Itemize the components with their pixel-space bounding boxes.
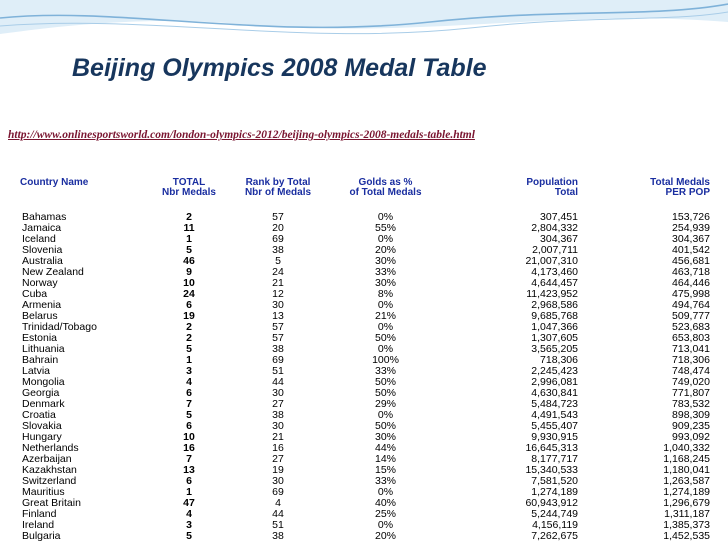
medals-per-pop-cell: 464,446 [672,278,710,289]
population-cell: 1,274,189 [531,487,578,498]
golds-pct-cell: 0% [377,234,394,245]
golds-pct-cell: 0% [377,487,394,498]
medals-per-pop-cell: 254,939 [672,223,710,234]
table-row [20,245,710,256]
table-row [20,256,710,267]
country-cell: Belarus [22,311,58,322]
total-medals-cell: 10 [183,278,195,289]
medals-per-pop-cell: 653,803 [672,333,710,344]
country-cell: Estonia [22,333,58,344]
population-cell: 5,244,749 [531,509,578,520]
population-cell: 16,645,313 [525,443,578,454]
total-medals-cell: 4 [186,509,192,520]
rank-cell: 20 [272,223,284,234]
population-cell: 3,565,205 [531,344,578,355]
rank-cell: 19 [272,465,284,476]
medals-per-pop-cell: 456,681 [672,256,710,267]
population-cell: 9,685,768 [531,311,578,322]
country-cell: Slovakia [22,421,62,432]
golds-pct-cell: 30% [374,256,396,267]
population-cell: 4,156,119 [532,520,578,531]
table-row [20,377,710,388]
golds-pct-cell: 50% [374,388,396,399]
country-cell: New Zealand [22,267,84,278]
medals-per-pop-cell: 401,542 [672,245,710,256]
table-row [20,531,710,542]
medals-per-pop-cell: 1,274,189 [663,487,710,498]
header-rank: Rank by Total Nbr of Medals [244,177,312,198]
rank-cell: 13 [272,311,284,322]
header-golds-pct: Golds as % of Total Medals [349,177,422,198]
rank-cell: 57 [272,212,284,223]
table-row [20,344,710,355]
country-cell: Mongolia [22,377,65,388]
total-medals-cell: 13 [183,465,195,476]
country-cell: Bahrain [22,355,59,366]
golds-pct-cell: 0% [377,212,394,223]
rank-cell: 38 [272,410,284,421]
country-cell: Netherlands [22,443,79,454]
golds-pct-cell: 20% [374,531,396,542]
population-cell: 2,007,711 [532,245,578,256]
population-cell: 2,804,332 [531,223,578,234]
table-row [20,322,710,333]
table-row [20,333,710,344]
golds-pct-cell: 100% [372,355,399,366]
table-row [20,454,710,465]
population-cell: 8,177,717 [531,454,578,465]
total-medals-cell: 11 [183,223,195,234]
population-cell: 304,367 [540,234,578,245]
table-row [20,465,710,476]
table-row [20,476,710,487]
population-cell: 1,307,605 [531,333,578,344]
total-medals-cell: 2 [186,212,192,223]
table-row [20,509,710,520]
table-row [20,355,710,366]
medals-per-pop-cell: 304,367 [672,234,710,245]
table-row [20,212,710,223]
medals-per-pop-cell: 523,683 [672,322,710,333]
rank-cell: 27 [272,399,284,410]
rank-cell: 44 [272,509,284,520]
total-medals-cell: 6 [186,388,192,399]
rank-cell: 57 [272,333,284,344]
country-cell: Latvia [22,366,51,377]
golds-pct-cell: 30% [374,278,396,289]
rank-cell: 4 [275,498,281,509]
population-cell: 1,047,366 [531,322,578,333]
rank-cell: 21 [272,278,284,289]
medals-per-pop-cell: 1,452,535 [663,531,710,542]
table-row [20,498,710,509]
medal-table [20,178,710,542]
rank-cell: 5 [275,256,281,267]
slide-title: Beijing Olympics 2008 Medal Table [72,54,487,82]
medals-per-pop-cell: 475,998 [672,289,710,300]
header-country: Country Name [20,177,89,188]
table-row [20,300,710,311]
total-medals-cell: 5 [186,410,192,421]
population-cell: 4,491,543 [531,410,578,421]
population-cell: 7,581,520 [531,476,578,487]
population-cell: 21,007,310 [525,256,578,267]
rank-cell: 24 [272,267,284,278]
total-medals-cell: 2 [186,333,192,344]
country-cell: Great Britain [22,498,81,509]
population-cell: 15,340,533 [525,465,578,476]
medals-per-pop-cell: 749,020 [672,377,710,388]
total-medals-cell: 6 [186,300,192,311]
medals-per-pop-cell: 494,764 [672,300,710,311]
population-cell: 9,930,915 [531,432,578,443]
total-medals-cell: 1 [186,234,192,245]
rank-cell: 12 [272,289,284,300]
table-row [20,234,710,245]
total-medals-cell: 6 [186,476,192,487]
total-medals-cell: 19 [183,311,195,322]
population-cell: 7,262,675 [531,531,578,542]
country-cell: Jamaica [22,223,62,234]
population-cell: 2,245,423 [531,366,578,377]
total-medals-cell: 6 [186,421,192,432]
country-cell: Bahamas [22,212,67,223]
rank-cell: 69 [272,487,284,498]
country-cell: Finland [22,509,57,520]
header-row [20,178,710,204]
table-row [20,421,710,432]
golds-pct-cell: 33% [374,267,396,278]
country-cell: Lithuania [22,344,65,355]
total-medals-cell: 1 [186,355,192,366]
medals-per-pop-cell: 1,168,245 [663,454,710,465]
table-row [20,388,710,399]
table-row [20,289,710,300]
golds-pct-cell: 44% [374,443,396,454]
golds-pct-cell: 0% [377,344,394,355]
total-medals-cell: 3 [186,520,192,531]
spacer-row [20,204,710,212]
medals-per-pop-cell: 153,726 [672,212,710,223]
country-cell: Kazakhstan [22,465,77,476]
rank-cell: 69 [272,234,284,245]
header-population: Population Total [526,177,578,198]
total-medals-cell: 1 [186,487,192,498]
population-cell: 5,484,723 [531,399,578,410]
country-cell: Iceland [22,234,56,245]
golds-pct-cell: 8% [377,289,394,300]
country-cell: Norway [22,278,58,289]
medals-per-pop-cell: 509,777 [672,311,710,322]
rank-cell: 57 [272,322,284,333]
country-cell: Hungary [22,432,62,443]
population-cell: 5,455,407 [531,421,578,432]
source-link[interactable]: http://www.onlinesportsworld.com/london-olympics-2012/beijing-olympics-2008-medals-table.html [8,129,475,141]
country-cell: Armenia [22,300,62,311]
rank-cell: 69 [272,355,284,366]
country-cell: Azerbaijan [22,454,72,465]
golds-pct-cell: 55% [374,223,396,234]
rank-cell: 16 [272,443,284,454]
golds-pct-cell: 15% [374,465,396,476]
rank-cell: 27 [272,454,284,465]
table-row [20,520,710,531]
total-medals-cell: 2 [186,322,192,333]
golds-pct-cell: 0% [377,520,394,531]
country-cell: Denmark [22,399,65,410]
golds-pct-cell: 21% [374,311,396,322]
table-row [20,432,710,443]
country-cell: Croatia [22,410,56,421]
medals-per-pop-cell: 713,041 [672,344,710,355]
medals-per-pop-cell: 1,040,332 [663,443,710,454]
population-cell: 4,644,457 [531,278,578,289]
golds-pct-cell: 25% [374,509,396,520]
rank-cell: 44 [272,377,284,388]
country-cell: Bulgaria [22,531,61,542]
table-row [20,366,710,377]
golds-pct-cell: 50% [374,333,396,344]
rank-cell: 38 [272,245,284,256]
country-cell: Cuba [22,289,48,300]
total-medals-cell: 46 [183,256,195,267]
medals-per-pop-cell: 909,235 [672,421,710,432]
golds-pct-cell: 50% [374,421,396,432]
country-cell: Mauritius [22,487,65,498]
table-row [20,443,710,454]
medals-per-pop-cell: 463,718 [672,267,710,278]
golds-pct-cell: 0% [377,300,394,311]
header-medals-per-pop: Total Medals PER POP [650,177,710,198]
total-medals-cell: 3 [186,366,192,377]
rank-cell: 30 [272,421,284,432]
total-medals-cell: 9 [186,267,192,278]
medals-per-pop-cell: 783,532 [672,399,710,410]
total-medals-cell: 5 [186,344,192,355]
population-cell: 2,968,586 [531,300,578,311]
rank-cell: 38 [272,344,284,355]
population-cell: 307,451 [540,212,578,223]
rank-cell: 30 [272,476,284,487]
total-medals-cell: 16 [183,443,195,454]
rank-cell: 30 [272,300,284,311]
golds-pct-cell: 33% [374,476,396,487]
total-medals-cell: 47 [183,498,195,509]
medals-per-pop-cell: 993,092 [672,432,710,443]
population-cell: 11,423,952 [526,289,578,300]
golds-pct-cell: 40% [374,498,396,509]
table-row [20,311,710,322]
total-medals-cell: 5 [186,245,192,256]
header-total: TOTAL Nbr Medals [162,177,216,198]
golds-pct-cell: 0% [377,322,394,333]
table-row [20,267,710,278]
golds-pct-cell: 30% [374,432,396,443]
country-cell: Australia [22,256,63,267]
medals-per-pop-cell: 1,296,679 [663,498,710,509]
total-medals-cell: 4 [186,377,192,388]
rank-cell: 51 [272,520,284,531]
population-cell: 4,630,841 [531,388,578,399]
medals-per-pop-cell: 1,180,041 [663,465,710,476]
population-cell: 2,996,081 [531,377,578,388]
country-cell: Slovenia [22,245,63,256]
golds-pct-cell: 14% [374,454,396,465]
medals-per-pop-cell: 898,309 [672,410,710,421]
population-cell: 718,306 [540,355,578,366]
country-cell: Switzerland [22,476,77,487]
total-medals-cell: 7 [186,399,192,410]
table-row [20,223,710,234]
total-medals-cell: 7 [186,454,192,465]
medals-per-pop-cell: 748,474 [672,366,710,377]
total-medals-cell: 5 [186,531,192,542]
golds-pct-cell: 50% [374,377,396,388]
medals-per-pop-cell: 771,807 [672,388,710,399]
medals-per-pop-cell: 718,306 [672,355,710,366]
medals-per-pop-cell: 1,311,187 [664,509,710,520]
golds-pct-cell: 33% [374,366,396,377]
table-row [20,410,710,421]
country-cell: Trinidad/Tobago [22,322,97,333]
table-body [20,204,710,542]
population-cell: 60,943,912 [525,498,578,509]
medals-per-pop-cell: 1,385,373 [663,520,710,531]
table-row [20,399,710,410]
rank-cell: 21 [272,432,284,443]
table-row [20,278,710,289]
golds-pct-cell: 0% [377,410,394,421]
total-medals-cell: 10 [183,432,195,443]
population-cell: 4,173,460 [531,267,578,278]
medals-per-pop-cell: 1,263,587 [663,476,710,487]
total-medals-cell: 24 [183,289,195,300]
golds-pct-cell: 20% [374,245,396,256]
rank-cell: 30 [272,388,284,399]
golds-pct-cell: 29% [374,399,396,410]
table-row [20,487,710,498]
country-cell: Georgia [22,388,60,399]
rank-cell: 51 [272,366,284,377]
country-cell: Ireland [22,520,55,531]
rank-cell: 38 [272,531,284,542]
